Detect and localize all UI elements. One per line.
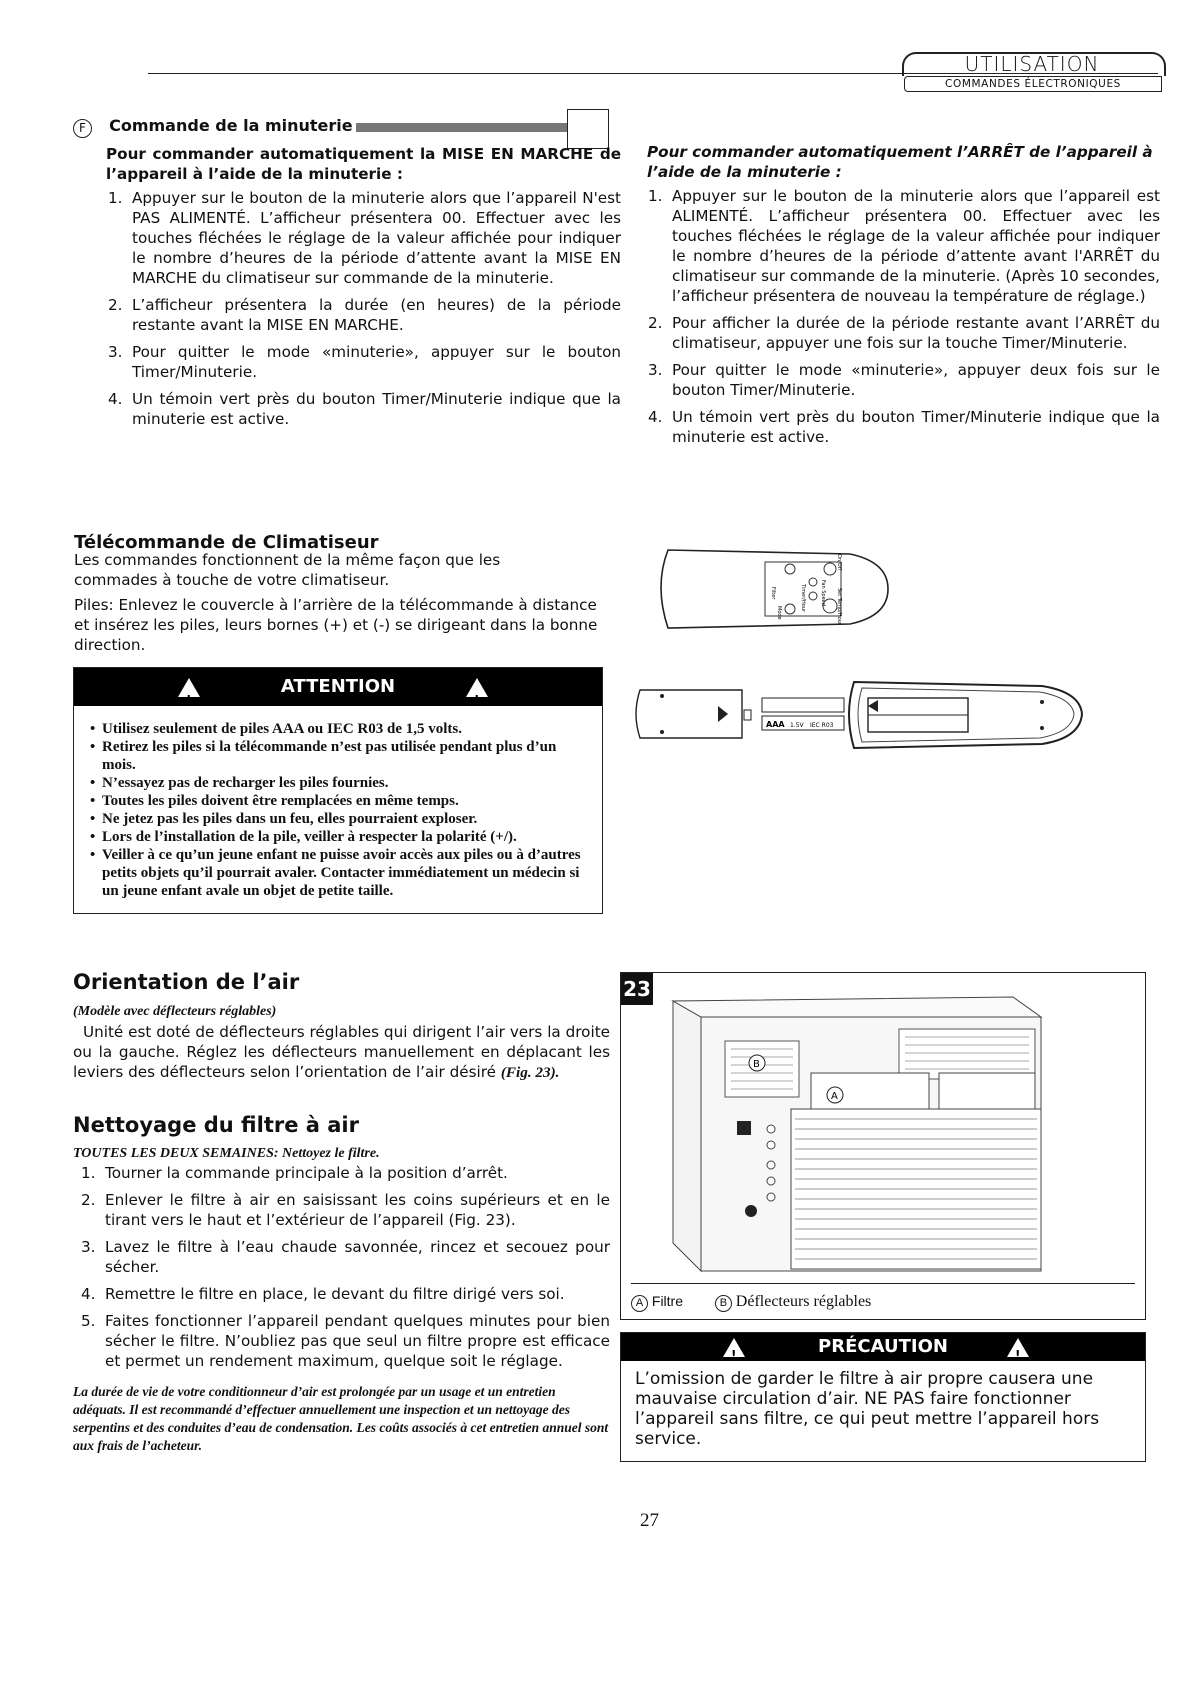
warning-icon (723, 1338, 745, 1357)
list-item: • Lors de l’installation de la pile, veiller à respecter la polarité (+/). (86, 828, 584, 846)
attention-list (86, 720, 584, 900)
page-number: 27 (640, 1510, 659, 1531)
timer-title: Commande de la minuterie (109, 116, 353, 135)
figure-marker-b: B (753, 1059, 760, 1070)
filter-note: La durée de vie de votre conditionneur d’air est prolongée par un usage et un entretien adéquats. Il est recommandé d’effectuer annuellement une inspection et un nettoyage des serpentins et des conduites d’eau de condensation. Les coûts associés à cet entretien annuel sont aux frais de l’acheteur. (73, 1384, 609, 1453)
list-item: 1. Appuyer sur le bouton de la minuterie alors que l’appareil est ALIMENTÉ. L’afficheur présentera 00. Effectuer avec les touches fléchées le réglage de la valeur affichée pour indiquer le nombre d’heures de la période d’attente avant l'ARRÊT du climatiseur sur commande de la minuterie. (Après 10 secondes, l’afficheur présentera de nouveau la température de réglage.) (648, 187, 1160, 305)
battery-illustration (632, 672, 1162, 756)
list-item: 3. Pour quitter le mode «minuterie», appuyer sur le bouton Timer/Minuterie. (108, 343, 621, 381)
figure-23 (620, 972, 1146, 1320)
filter-steps (73, 1163, 610, 1378)
remote-label: On/Off (836, 554, 842, 571)
timer-title-box (567, 109, 609, 149)
ac-unit-illustration (671, 993, 1071, 1273)
remote-label: Mode (776, 606, 782, 620)
fig-reference: (Fig. 23). (500, 1064, 560, 1081)
timer-off-intro: Pour commander automatiquement l’ARRÊT de l’appareil à l’aide de la minuterie : (647, 143, 1153, 181)
timer-off-steps (640, 186, 1160, 454)
timer-title-bar (356, 123, 568, 132)
list-item: • Veiller à ce qu’un jeune enfant ne puisse avoir accès aux piles ou à d’autres petits objets qu’il pourrait avaler. Contacter immédiatement un médecin si un jeune enfant avale un objet de petite taille. (86, 846, 584, 900)
battery-label: AAA (766, 720, 785, 729)
filter-title: Nettoyage du filtre à air (73, 1113, 359, 1137)
list-item: 4. Remettre le filtre en place, le devant du filtre dirigé vers soi. (81, 1285, 565, 1303)
list-item: 1. Appuyer sur le bouton de la minuterie alors que l’appareil N'est PAS ALIMENTÉ. L’afficheur présentera 00. Effectuer avec les touches fléchées le réglage de la valeur affichée pour indiquer le nombre d’heures de la période d’attente avant la MISE EN MARCHE du climatiseur sur commande de la minuterie. (108, 189, 621, 287)
legend-filter: Filtre (651, 1293, 684, 1309)
caution-label: PRÉCAUTION (818, 1336, 948, 1357)
caution-header (621, 1333, 1145, 1361)
air-subtitle: (Modèle avec déflecteurs réglables) (73, 1004, 277, 1019)
filter-subtitle: TOUTES LES DEUX SEMAINES: Nettoyez le filtre. (73, 1146, 380, 1161)
warning-icon (178, 678, 200, 697)
caution-box (620, 1332, 1146, 1462)
remote-label: Fan Speed (820, 580, 826, 606)
list-item: 3. Lavez le filtre à l’eau chaude savonnée, rincez et secouez pour sécher. (81, 1238, 610, 1276)
remote-label: Filter (770, 587, 776, 600)
list-item: • N’essayez pas de recharger les piles fournies. (86, 774, 584, 792)
list-item: 4. Un témoin vert près du bouton Timer/Minuterie indique que la minuterie est active. (648, 408, 1160, 446)
list-item: 4. Un témoin vert près du bouton Timer/Minuterie indique que la minuterie est active. (108, 390, 621, 428)
caution-text: L’omission de garder le filtre à air propre causera une mauvaise circulation d’air. NE PAS faire fonctionner l’appareil sans filtre, ce qui peut mettre l’appareil hors service. (635, 1369, 1100, 1449)
figure-number: 23 (621, 973, 653, 1005)
section-tab (900, 52, 1164, 92)
attention-label: ATTENTION (280, 676, 396, 697)
legend-deflectors: Déflecteurs réglables (735, 1293, 872, 1310)
section-subtitle: COMMANDES ÉLECTRONIQUES (904, 76, 1162, 92)
remote-label: Set Temp/Hour (836, 588, 842, 625)
warning-icon (466, 678, 488, 697)
battery-label: 1.5V (790, 722, 804, 729)
timer-on-intro: Pour commander automatiquement la MISE EN MARCHE de l’appareil à l’aide de la minuterie : (106, 145, 621, 183)
list-item: 2. L’afficheur présentera la durée (en heures) de la période restante avant la MISE EN MARCHE. (108, 296, 621, 334)
warning-icon (1007, 1338, 1029, 1357)
list-item: 3. Pour quitter le mode «minuterie», appuyer deux fois sur le bouton Timer/Minuterie. (648, 361, 1160, 399)
timer-on-steps (100, 188, 621, 436)
figure-legend-rule (631, 1283, 1135, 1284)
remote-illustration (650, 546, 890, 632)
timer-heading (73, 116, 633, 138)
list-item: 1. Tourner la commande principale à la position d’arrêt. (81, 1164, 508, 1182)
legend-marker-b: B (715, 1295, 732, 1312)
list-item: • Toutes les piles doivent être remplacées en même temps. (86, 792, 584, 810)
air-title: Orientation de l’air (73, 970, 300, 994)
section-title: UTILISATION (964, 52, 1100, 76)
list-item: • Retirez les piles si la télécommande n’est pas utilisée pendant plus d’un mois. (86, 738, 584, 774)
air-text: Unité est doté de déflecteurs réglables qui dirigent l’air vers la droite ou la gauche. Réglez les déflecteurs manuellement en déplacant les leviers des déflecteurs selon l’orientation de l’air désiré (Fig. 23). (73, 1023, 610, 1081)
figure-legend (631, 1293, 871, 1312)
battery-label: IEC R03 (810, 722, 834, 729)
list-item: • Ne jetez pas les piles dans un feu, elles pourraient exploser. (86, 810, 584, 828)
remote-label: Timer/Hour (800, 584, 806, 613)
attention-box (73, 667, 603, 914)
figure-marker-a: A (831, 1091, 838, 1102)
timer-marker: F (73, 119, 92, 138)
remote-para2: Piles: Enlevez le couvercle à l’arrière de la télécommande à distance et insérez les piles, leurs bornes (+) et (-) se dirigeant dans la bonne direction. (74, 596, 598, 654)
list-item: 2. Enlever le filtre à air en saisissant les coins supérieurs et en le tirant vers le haut et l’extérieur de l’appareil (Fig. 23). (81, 1191, 610, 1229)
list-item: • Utilisez seulement de piles AAA ou IEC R03 de 1,5 volts. (86, 720, 584, 738)
remote-para1: Les commandes fonctionnent de la même façon que les commades à touche de votre climatiseur. (74, 551, 501, 589)
legend-marker-a: A (631, 1295, 648, 1312)
attention-header (74, 668, 602, 706)
list-item: 2. Pour afficher la durée de la période restante avant l’ARRÊT du climatiseur, appuyer une fois sur la touche Timer/Minuterie. (648, 314, 1160, 352)
remote-title: Télécommande de Climatiseur (74, 532, 379, 553)
list-item: 5. Faites fonctionner l’appareil pendant quelques minutes pour bien sécher le filtre. N’oubliez pas que seul un filtre propre est efficace et permet un rendement maximum, quelque soit le réglage. (81, 1312, 610, 1370)
